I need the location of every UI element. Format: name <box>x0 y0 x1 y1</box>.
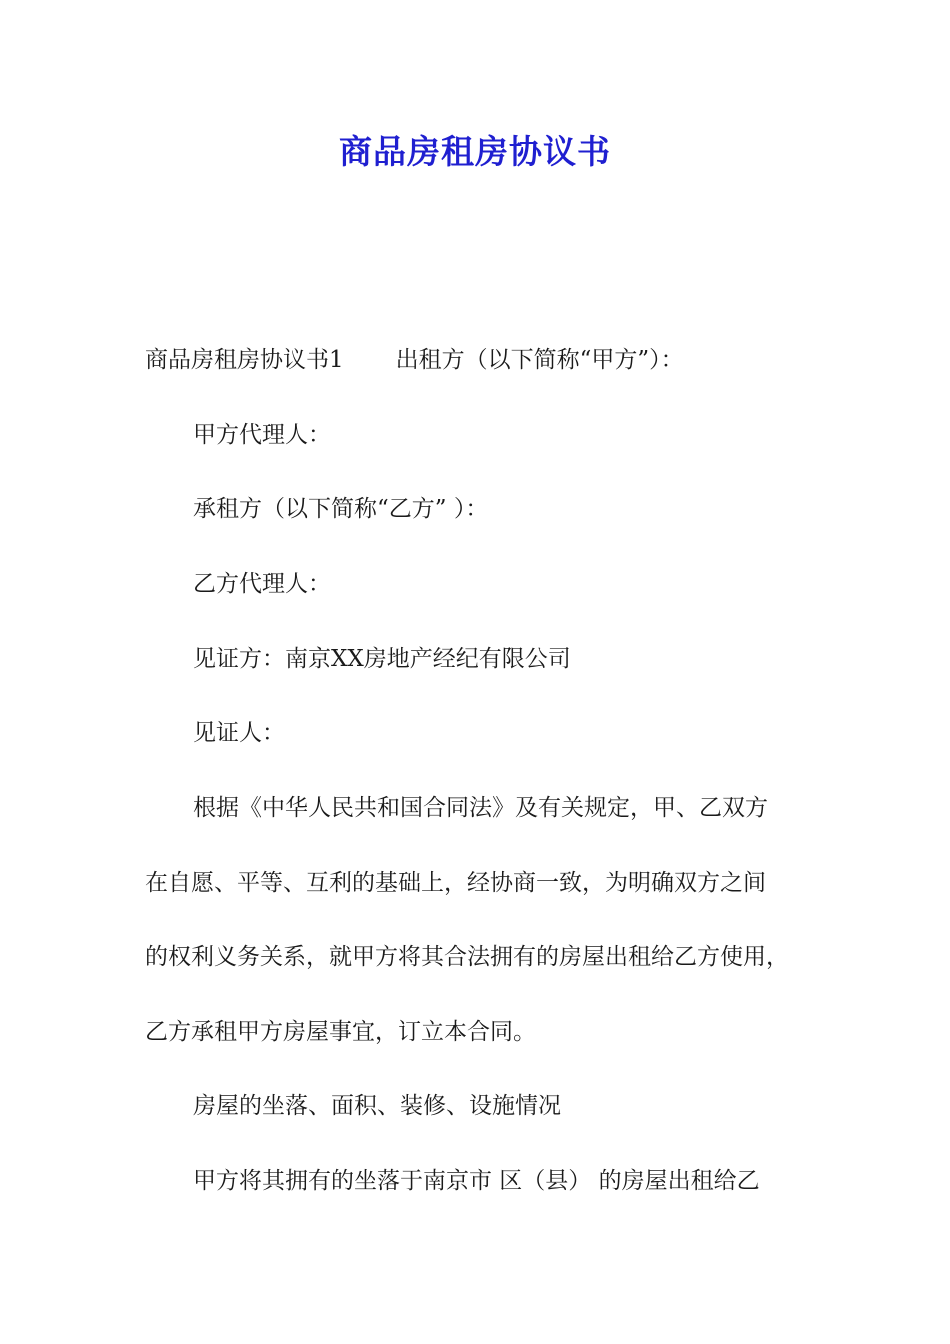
lessor-label: 出租方（以下简称“甲方”）： <box>395 347 684 373</box>
paragraph-line: 根据《中华人民共和国合同法》及有关规定，甲、乙双方 <box>193 795 768 821</box>
lessor-agent-line: 甲方代理人： <box>193 422 331 448</box>
lessee-line: 承租方（以下简称“乙方” ）： <box>193 496 489 522</box>
paragraph-line: 的权利义务关系，就甲方将其合法拥有的房屋出租给乙方使用， <box>145 944 789 970</box>
paragraph-line: 甲方将其拥有的坐落于南京市 区（县） 的房屋出租给乙 <box>193 1168 760 1194</box>
section-heading: 房屋的坐落、面积、装修、设施情况 <box>193 1093 561 1119</box>
lessee-agent-line: 乙方代理人： <box>193 571 331 597</box>
opening-line <box>145 345 835 375</box>
paragraph-line: 乙方承租甲方房屋事宜，订立本合同。 <box>145 1019 536 1045</box>
heading-inline: 商品房租房协议书1 <box>145 347 344 373</box>
document-title: 商品房租房协议书 <box>339 132 611 171</box>
paragraph-line: 在自愿、平等、互利的基础上，经协商一致，为明确双方之间 <box>145 870 766 896</box>
witness-person-line: 见证人： <box>193 720 285 746</box>
witness-party-line: 见证方：南京XX房地产经纪有限公司 <box>193 646 571 672</box>
